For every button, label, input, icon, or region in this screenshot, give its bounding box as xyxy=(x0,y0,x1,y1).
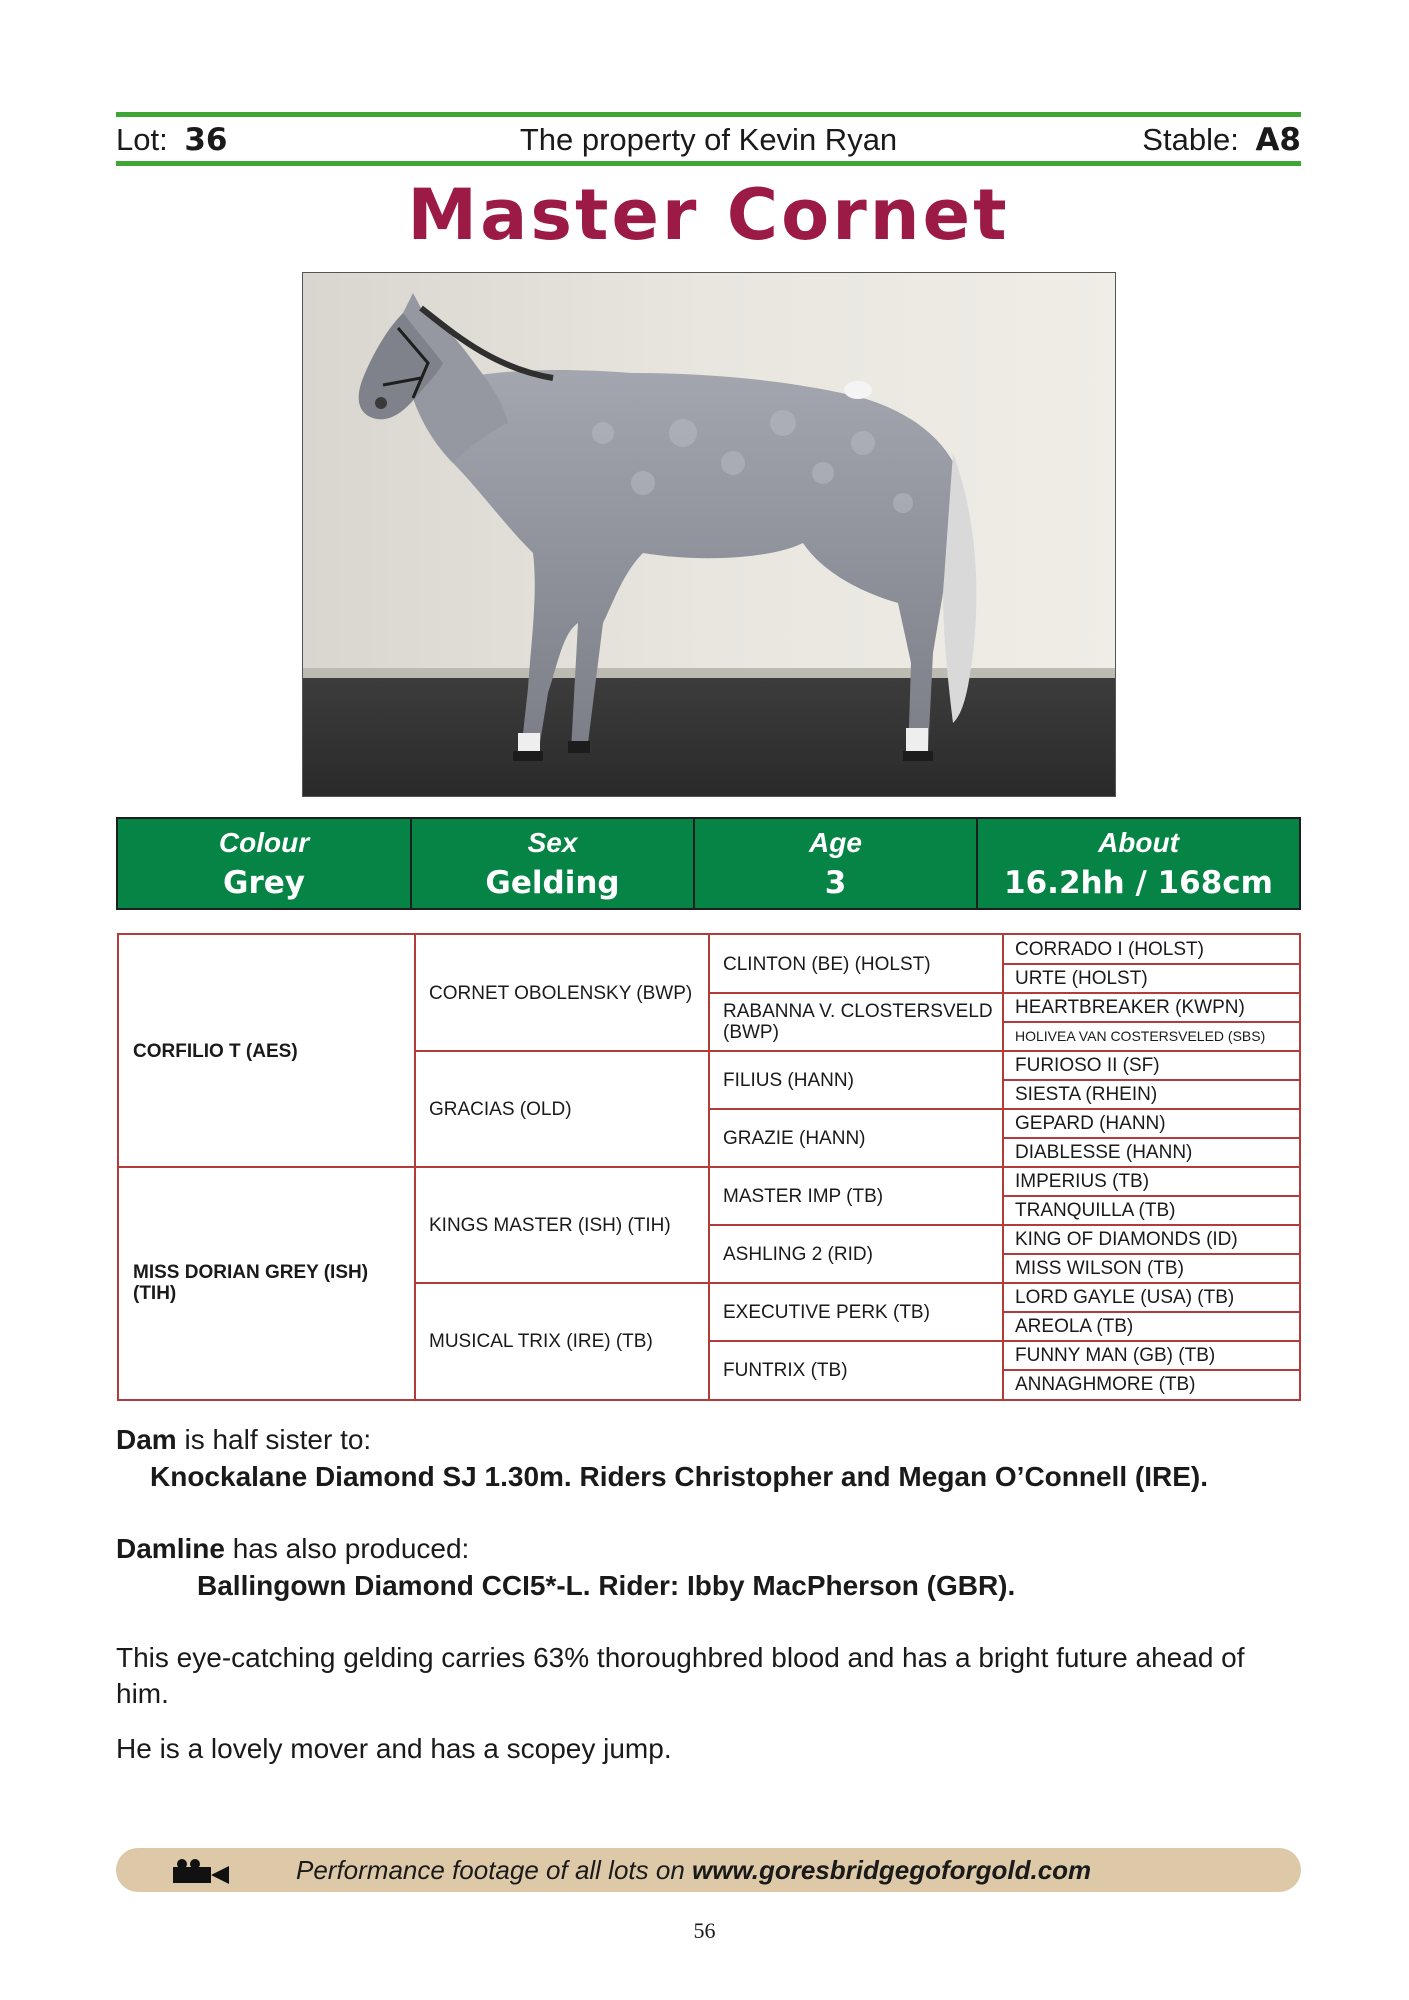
pedigree-gen2-cell: MUSICAL TRIX (IRE) (TB) xyxy=(429,1330,653,1352)
pedigree-row-divider xyxy=(1003,1340,1299,1342)
pedigree-row-divider xyxy=(1003,1369,1299,1371)
pedigree-gen2-cell: GRACIAS (OLD) xyxy=(429,1098,572,1120)
stable-label: Stable: xyxy=(1142,122,1239,157)
pedigree-row-divider xyxy=(1003,1108,1299,1110)
footage-url[interactable]: www.goresbridgegoforgold.com xyxy=(692,1855,1092,1885)
dam-detail: Knockalane Diamond SJ 1.30m. Riders Christopher and Megan O’Connell (IRE). xyxy=(150,1461,1208,1492)
stable-value: A8 xyxy=(1255,122,1301,158)
pedigree-row-divider xyxy=(709,1050,1003,1052)
stat-value: Gelding xyxy=(485,865,620,901)
pedigree-gen3-cell: RABANNA V. CLOSTERSVELD (BWP) xyxy=(723,1001,993,1043)
pedigree-row-divider xyxy=(709,1166,1003,1168)
owner-text: The property of Kevin Ryan xyxy=(519,122,898,157)
pedigree-row-divider xyxy=(709,1282,1003,1284)
pedigree-row-divider xyxy=(415,1050,709,1052)
dam-label: Dam xyxy=(116,1424,177,1455)
pedigree-gen4-cell: TRANQUILLA (TB) xyxy=(1015,1200,1176,1221)
pedigree-row-divider xyxy=(1003,1195,1299,1197)
pedigree-gen2-cell: KINGS MASTER (ISH) (TIH) xyxy=(429,1214,671,1236)
pedigree-gen4-cell: FURIOSO II (SF) xyxy=(1015,1055,1160,1076)
pedigree-row-divider xyxy=(119,1166,415,1168)
bottom-rule xyxy=(116,161,1301,166)
pedigree-row-divider xyxy=(1003,1137,1299,1139)
stat-height xyxy=(978,819,1299,908)
footage-banner xyxy=(116,1848,1301,1892)
damline-heading xyxy=(116,1531,469,1567)
pedigree-row-divider xyxy=(1003,963,1299,965)
video-camera-icon xyxy=(171,1858,231,1884)
pedigree-row-divider xyxy=(1003,1021,1299,1023)
pedigree-table xyxy=(117,933,1301,1401)
stat-label: About xyxy=(1098,827,1179,858)
pedigree-row-divider xyxy=(709,1224,1003,1226)
horse-photo-illustration xyxy=(303,273,1115,796)
pedigree-gen4-cell: MISS WILSON (TB) xyxy=(1015,1258,1184,1279)
stat-label: Age xyxy=(809,827,862,858)
stat-age xyxy=(695,819,978,908)
pedigree-gen3-cell: GRAZIE (HANN) xyxy=(723,1127,866,1149)
stat-label: Colour xyxy=(218,827,310,858)
pedigree-gen3-cell: EXECUTIVE PERK (TB) xyxy=(723,1301,930,1323)
pedigree-gen3-cell: MASTER IMP (TB) xyxy=(723,1185,884,1207)
dam-heading xyxy=(116,1422,371,1458)
pedigree-row-divider xyxy=(1003,992,1299,994)
pedigree-row-divider xyxy=(709,1340,1003,1342)
stat-value: 3 xyxy=(824,865,847,901)
pedigree-gen4-cell: DIABLESSE (HANN) xyxy=(1015,1142,1193,1163)
damline-text: has also produced: xyxy=(224,1533,470,1564)
footage-text xyxy=(296,1848,1091,1892)
pedigree-row-divider xyxy=(1003,1166,1299,1168)
pedigree-gen1-cell: MISS DORIAN GREY (ISH) (TIH) xyxy=(133,1262,369,1304)
pedigree-gen4-cell: AREOLA (TB) xyxy=(1015,1316,1134,1337)
pedigree-row-divider xyxy=(1003,1224,1299,1226)
pedigree-gen4-cell: LORD GAYLE (USA) (TB) xyxy=(1015,1287,1235,1308)
pedigree-gen4-cell: GEPARD (HANN) xyxy=(1015,1113,1166,1134)
pedigree-row-divider xyxy=(709,992,1003,994)
pedigree-row-divider xyxy=(1003,1282,1299,1284)
horse-stats-bar xyxy=(116,817,1301,910)
pedigree-gen4-cell: SIESTA (RHEIN) xyxy=(1015,1084,1158,1105)
pedigree-gen3-cell: ASHLING 2 (RID) xyxy=(723,1243,873,1265)
pedigree-gen4-cell: URTE (HOLST) xyxy=(1015,968,1148,989)
pedigree-gen4-cell: FUNNY MAN (GB) (TB) xyxy=(1015,1345,1216,1366)
description-paragraph-2: He is a lovely mover and has a scopey jump. xyxy=(116,1733,672,1764)
stat-sex xyxy=(412,819,695,908)
stat-colour xyxy=(118,819,412,908)
pedigree-gen1-cell: CORFILIO T (AES) xyxy=(133,1040,298,1062)
damline-label: Damline xyxy=(116,1533,225,1564)
pedigree-gen3-cell: FUNTRIX (TB) xyxy=(723,1359,848,1381)
damline-detail: Ballingown Diamond CCI5*-L. Rider: Ibby MacPherson (GBR). xyxy=(197,1570,1016,1601)
lot-header xyxy=(116,117,1301,162)
pedigree-gen4-cell: ANNAGHMORE (TB) xyxy=(1015,1374,1196,1395)
lot-number: 36 xyxy=(184,122,228,158)
horse-photo xyxy=(302,272,1116,797)
stat-value: Grey xyxy=(223,865,305,901)
pedigree-gen3-cell: FILIUS (HANN) xyxy=(723,1069,854,1091)
pedigree-gen4-cell: CORRADO I (HOLST) xyxy=(1015,939,1204,960)
pedigree-row-divider xyxy=(415,1166,709,1168)
stat-value: 16.2hh / 168cm xyxy=(1004,865,1273,901)
stable-info xyxy=(1142,117,1301,163)
horse-name: Master Cornet xyxy=(407,174,1010,256)
pedigree-row-divider xyxy=(1003,1050,1299,1052)
pedigree-gen4-cell: HEARTBREAKER (KWPN) xyxy=(1015,997,1245,1018)
pedigree-row-divider xyxy=(709,1108,1003,1110)
description-paragraph: This eye-catching gelding carries 63% thoroughbred blood and has a bright future ahead of him. xyxy=(116,1642,1245,1709)
pedigree-gen3-cell: CLINTON (BE) (HOLST) xyxy=(723,953,931,975)
pedigree-gen4-cell: KING OF DIAMONDS (ID) xyxy=(1015,1229,1238,1250)
lot-label: Lot: xyxy=(116,122,168,157)
pedigree-row-divider xyxy=(1003,1253,1299,1255)
dam-text: is half sister to: xyxy=(176,1424,372,1455)
pedigree-gen4-cell: IMPERIUS (TB) xyxy=(1015,1171,1150,1192)
footage-prefix: Performance footage of all lots on xyxy=(296,1855,693,1885)
pedigree-row-divider xyxy=(1003,1311,1299,1313)
pedigree-row-divider xyxy=(1003,1079,1299,1081)
stat-label: Sex xyxy=(527,827,578,858)
pedigree-row-divider xyxy=(415,1282,709,1284)
page-number: 56 xyxy=(693,1918,716,1943)
pedigree-gen4-cell: HOLIVEA VAN COSTERSVELED (SBS) xyxy=(1015,1028,1266,1044)
pedigree-gen2-cell: CORNET OBOLENSKY (BWP) xyxy=(429,982,693,1004)
